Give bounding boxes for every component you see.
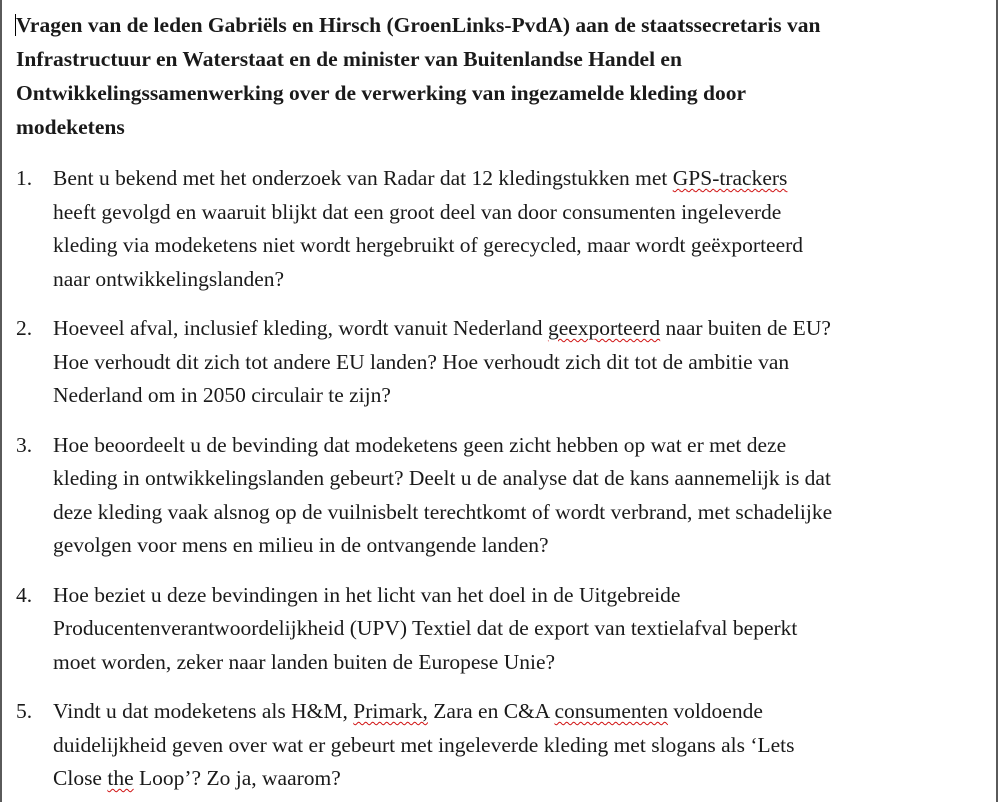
question-text-line: Hoe verhoudt dit zich tot andere EU landen? Hoe verhoudt zich dit tot de ambitie van — [53, 349, 790, 374]
question-item[interactable] — [16, 579, 976, 680]
question-text-line: kleding in ontwikkelingslanden gebeurt? Deelt u de analyse dat de kans aannemelijk is dat — [53, 466, 831, 490]
question-item[interactable] — [16, 695, 976, 796]
question-text-line: deze kleding vaak alsnog op de vuilnisbelt terechtkomt of wordt verbrand, met schadelijke — [53, 499, 833, 524]
title-line: Vragen van de leden Gabriëls en Hirsch (GroenLinks-PvdA) aan de staatssecretaris van — [16, 13, 821, 37]
spellcheck-flag[interactable]: consumenten — [554, 699, 668, 723]
question-text-line: Bent u bekend met het onderzoek van Radar dat 12 kledingstukken met GPS-trackers — [53, 166, 788, 190]
title-line: Ontwikkelingssamenwerking over de verwerking van ingezamelde kleding door — [16, 81, 747, 105]
question-number: 2. — [16, 316, 33, 340]
question-item[interactable] — [16, 312, 976, 413]
title-line: modeketens — [16, 115, 125, 139]
question-number: 5. — [16, 699, 33, 723]
question-text-line: heeft gevolgd en waaruit blijkt dat een groot deel van door consumenten ingeleverde — [53, 199, 782, 224]
question-text-line: Hoeveel afval, inclusief kleding, wordt vanuit Nederland geexporteerd naar buiten de EU? — [53, 316, 831, 340]
question-text-line: gevolgen voor mens en milieu in de ontvangende landen? — [53, 533, 549, 557]
question-number: 3. — [16, 432, 33, 457]
question-number: 1. — [16, 166, 33, 190]
question-text-line: kleding via modeketens niet wordt hergebruikt of gerecycled, maar wordt geëxporteerd — [53, 233, 804, 257]
question-text-line: Producentenverantwoordelijkheid (UPV) Textiel dat de export van textielafval beperkt — [53, 616, 798, 640]
spellcheck-flag[interactable]: the — [107, 766, 134, 790]
question-text-line: Close the Loop’? Zo ja, waarom? — [53, 766, 341, 790]
spellcheck-flag[interactable]: Primark, — [353, 699, 428, 723]
question-item[interactable] — [16, 429, 976, 563]
question-text-line: moet worden, zeker naar landen buiten de Europese Unie? — [53, 649, 556, 674]
title-line: Infrastructuur en Waterstaat en de minister van Buitenlandse Handel en — [16, 47, 682, 71]
spellcheck-flag[interactable]: geexporteerd — [547, 316, 661, 340]
question-text-line: Vindt u dat modeketens als H&M, Primark, Zara en C&A consumenten voldoende — [53, 699, 763, 723]
question-list — [16, 162, 976, 812]
question-text-line: naar ontwikkelingslanden? — [53, 266, 285, 291]
question-item[interactable] — [16, 162, 976, 296]
question-number: 4. — [16, 582, 33, 607]
question-text-line: duidelijkheid geven over wat er gebeurt met ingeleverde kleding met slogans als ‘Lets — [53, 732, 795, 757]
question-text-line: Hoe beoordeelt u de bevinding dat modeketens geen zicht hebben op wat er met deze — [53, 432, 787, 457]
spellcheck-flag[interactable]: GPS-trackers — [672, 166, 788, 190]
question-text-line: Hoe beziet u deze bevindingen in het licht van het doel in de Uitgebreide — [53, 582, 681, 607]
question-text-line: Nederland om in 2050 circulair te zijn? — [53, 383, 391, 407]
document-title[interactable] — [16, 8, 976, 144]
